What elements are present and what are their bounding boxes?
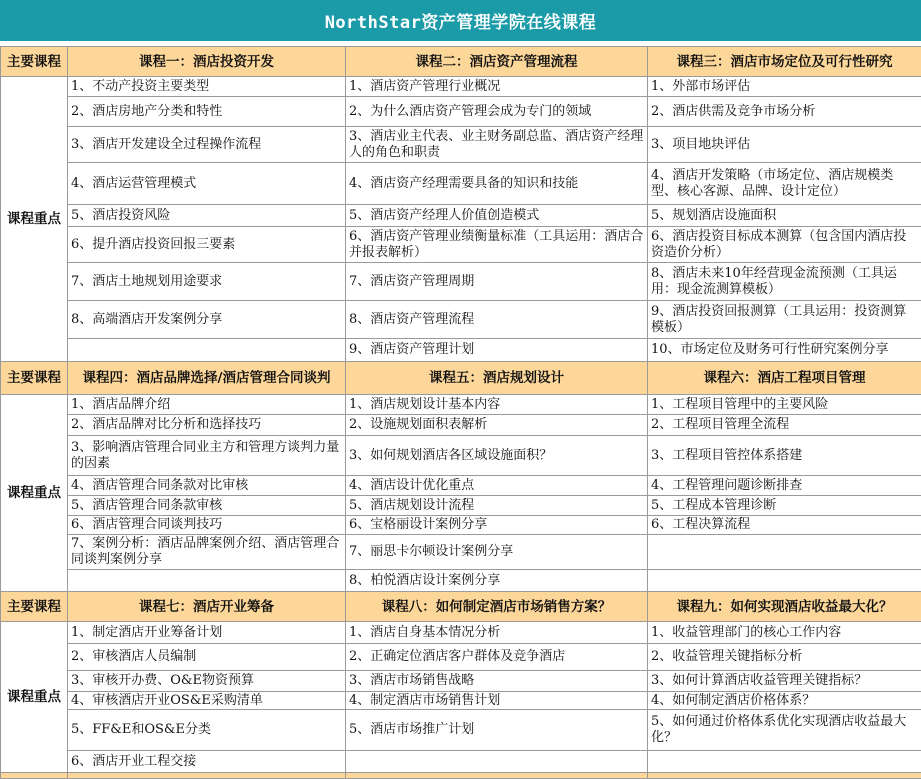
course-point: 2、设施规划面积表解析 — [346, 415, 648, 436]
course-point-row — [1, 127, 921, 163]
course-point — [648, 535, 921, 570]
course-point-row — [1, 339, 921, 362]
course-point: 2、工程项目管理全流程 — [648, 415, 921, 436]
course-title: 课程八：如何制定酒店市场销售方案？ — [346, 592, 648, 622]
focus-label: 课程重点 — [1, 395, 68, 592]
course-point: 5、如何通过价格体系优化实现酒店收益最大化？ — [648, 710, 921, 751]
course-point: 3、酒店业主代表、业主财务副总监、酒店资产经理人的角色和职责 — [346, 127, 648, 163]
course-point: 5、酒店市场推广计划 — [346, 710, 648, 751]
course-point: 4、如何制定酒店价格体系？ — [648, 692, 921, 710]
course-title: 课程四：酒店品牌选择/酒店管理合同谈判 — [68, 362, 346, 395]
course-point: 9、酒店投资回报测算（工具运用：投资测算模板） — [648, 301, 921, 339]
course-point: 9、酒店资产管理计划 — [346, 339, 648, 362]
course-point: 1、酒店自身基本情况分析 — [346, 622, 648, 644]
section-header-row — [1, 592, 921, 622]
course-point — [648, 570, 921, 592]
course-title: 课程二：酒店资产管理流程 — [346, 47, 648, 77]
course-title: 课程六：酒店工程项目管理 — [648, 362, 921, 395]
course-point: 1、酒店规划设计基本内容 — [346, 395, 648, 415]
course-point-row — [1, 436, 921, 476]
course-point-row — [1, 516, 921, 535]
course-point: 6、酒店投资目标成本测算（包含国内酒店投资造价分析） — [648, 227, 921, 263]
course-point: 5、酒店管理合同条款审核 — [68, 496, 346, 516]
course-title: 课程五：酒店规划设计 — [346, 362, 648, 395]
course-point: 4、制定酒店市场销售计划 — [346, 692, 648, 710]
course-point: 4、工程管理问题诊断排查 — [648, 476, 921, 496]
course-point: 3、工程项目管控体系搭建 — [648, 436, 921, 476]
course-point: 3、如何计算酒店收益管理关键指标？ — [648, 671, 921, 692]
course-point: 6、提升酒店投资回报三要素 — [68, 227, 346, 263]
course-point: 4、酒店开发策略（市场定位、酒店规模类型、核心客源、品牌、设计定位） — [648, 163, 921, 205]
course-point-row — [1, 263, 921, 301]
course-point: 7、酒店土地规划用途要求 — [68, 263, 346, 301]
course-point-row — [1, 395, 921, 415]
course-point: 3、项目地块评估 — [648, 127, 921, 163]
course-point: 8、酒店未来10年经营现金流预测（工具运用：现金流测算模板） — [648, 263, 921, 301]
course-title: 课程三：酒店市场定位及可行性研究 — [648, 47, 921, 77]
course-point: 8、高端酒店开发案例分享 — [68, 301, 346, 339]
course-point: 6、工程决算流程 — [648, 516, 921, 535]
focus-label: 课程重点 — [1, 622, 68, 773]
course-point: 2、酒店品牌对比分析和选择技巧 — [68, 415, 346, 436]
course-point-row — [1, 163, 921, 205]
course-point: 6、酒店开业工程交接 — [68, 751, 346, 773]
main-course-label: 主要课程 — [1, 592, 68, 622]
course-point-row — [1, 622, 921, 644]
course-point — [68, 339, 346, 362]
course-point — [68, 570, 346, 592]
course-point: 1、收益管理部门的核心工作内容 — [648, 622, 921, 644]
course-point: 4、酒店运营管理模式 — [68, 163, 346, 205]
course-point-row — [1, 751, 921, 773]
course-point: 4、酒店管理合同条款对比审核 — [68, 476, 346, 496]
course-point: 4、酒店资产经理需要具备的知识和技能 — [346, 163, 648, 205]
bottom-strip-cell — [68, 773, 346, 779]
course-table — [0, 46, 921, 779]
bottom-strip-cell — [346, 773, 648, 779]
course-point: 1、酒店品牌介绍 — [68, 395, 346, 415]
course-point: 1、酒店资产管理行业概况 — [346, 77, 648, 97]
course-point: 7、酒店资产管理周期 — [346, 263, 648, 301]
course-point: 5、酒店资产经理人价值创造模式 — [346, 205, 648, 227]
course-point-row — [1, 644, 921, 671]
course-point — [648, 751, 921, 773]
bottom-strip — [1, 773, 921, 779]
course-point-row — [1, 692, 921, 710]
course-point: 10、市场定位及财务可行性研究案例分享 — [648, 339, 921, 362]
course-point: 1、工程项目管理中的主要风险 — [648, 395, 921, 415]
course-point: 5、FF&E和OS&E分类 — [68, 710, 346, 751]
main-course-label: 主要课程 — [1, 47, 68, 77]
course-point: 8、柏悦酒店设计案例分享 — [346, 570, 648, 592]
course-point: 6、酒店管理合同谈判技巧 — [68, 516, 346, 535]
course-point: 5、工程成本管理诊断 — [648, 496, 921, 516]
section-header-row — [1, 362, 921, 395]
course-point: 8、酒店资产管理流程 — [346, 301, 648, 339]
course-point: 4、酒店设计优化重点 — [346, 476, 648, 496]
course-point-row — [1, 535, 921, 570]
course-point: 1、制定酒店开业筹备计划 — [68, 622, 346, 644]
course-point: 3、酒店市场销售战略 — [346, 671, 648, 692]
page-title: NorthStar资产管理学院在线课程 — [0, 0, 921, 41]
course-title: 课程七：酒店开业筹备 — [68, 592, 346, 622]
course-point: 3、审核开办费、O&E物资预算 — [68, 671, 346, 692]
course-point: 3、影响酒店管理合同业主方和管理方谈判力量的因素 — [68, 436, 346, 476]
course-point: 6、酒店资产管理业绩衡量标准（工具运用：酒店合并报表解析） — [346, 227, 648, 263]
course-point-row — [1, 205, 921, 227]
course-point-row — [1, 301, 921, 339]
course-point: 2、酒店供需及竞争市场分析 — [648, 97, 921, 127]
course-point: 3、酒店开发建设全过程操作流程 — [68, 127, 346, 163]
course-point: 5、酒店投资风险 — [68, 205, 346, 227]
course-point-row — [1, 710, 921, 751]
course-point: 6、宝格丽设计案例分享 — [346, 516, 648, 535]
course-point: 2、正确定位酒店客户群体及竞争酒店 — [346, 644, 648, 671]
course-point: 7、案例分析：酒店品牌案例介绍、酒店管理合同谈判案例分享 — [68, 535, 346, 570]
course-point: 2、为什么酒店资产管理会成为专门的领域 — [346, 97, 648, 127]
course-point: 1、不动产投资主要类型 — [68, 77, 346, 97]
course-point-row — [1, 77, 921, 97]
course-point-row — [1, 496, 921, 516]
course-point-row — [1, 476, 921, 496]
course-point-row — [1, 570, 921, 592]
course-point-row — [1, 97, 921, 127]
course-title: 课程一：酒店投资开发 — [68, 47, 346, 77]
course-point: 4、审核酒店开业OS&E采购清单 — [68, 692, 346, 710]
course-point: 7、丽思卡尔顿设计案例分享 — [346, 535, 648, 570]
course-point: 5、规划酒店设施面积 — [648, 205, 921, 227]
course-point: 1、外部市场评估 — [648, 77, 921, 97]
course-point: 2、审核酒店人员编制 — [68, 644, 346, 671]
course-point — [346, 751, 648, 773]
section-header-row — [1, 47, 921, 77]
focus-label: 课程重点 — [1, 77, 68, 362]
course-point-row — [1, 671, 921, 692]
course-point: 3、如何规划酒店各区域设施面积？ — [346, 436, 648, 476]
course-title: 课程九：如何实现酒店收益最大化？ — [648, 592, 921, 622]
bottom-strip-cell — [648, 773, 921, 779]
course-point: 2、酒店房地产分类和特性 — [68, 97, 346, 127]
bottom-strip-cell — [1, 773, 68, 779]
course-point-row — [1, 415, 921, 436]
course-point: 5、酒店规划设计流程 — [346, 496, 648, 516]
course-point-row — [1, 227, 921, 263]
course-point: 2、收益管理关键指标分析 — [648, 644, 921, 671]
main-course-label: 主要课程 — [1, 362, 68, 395]
